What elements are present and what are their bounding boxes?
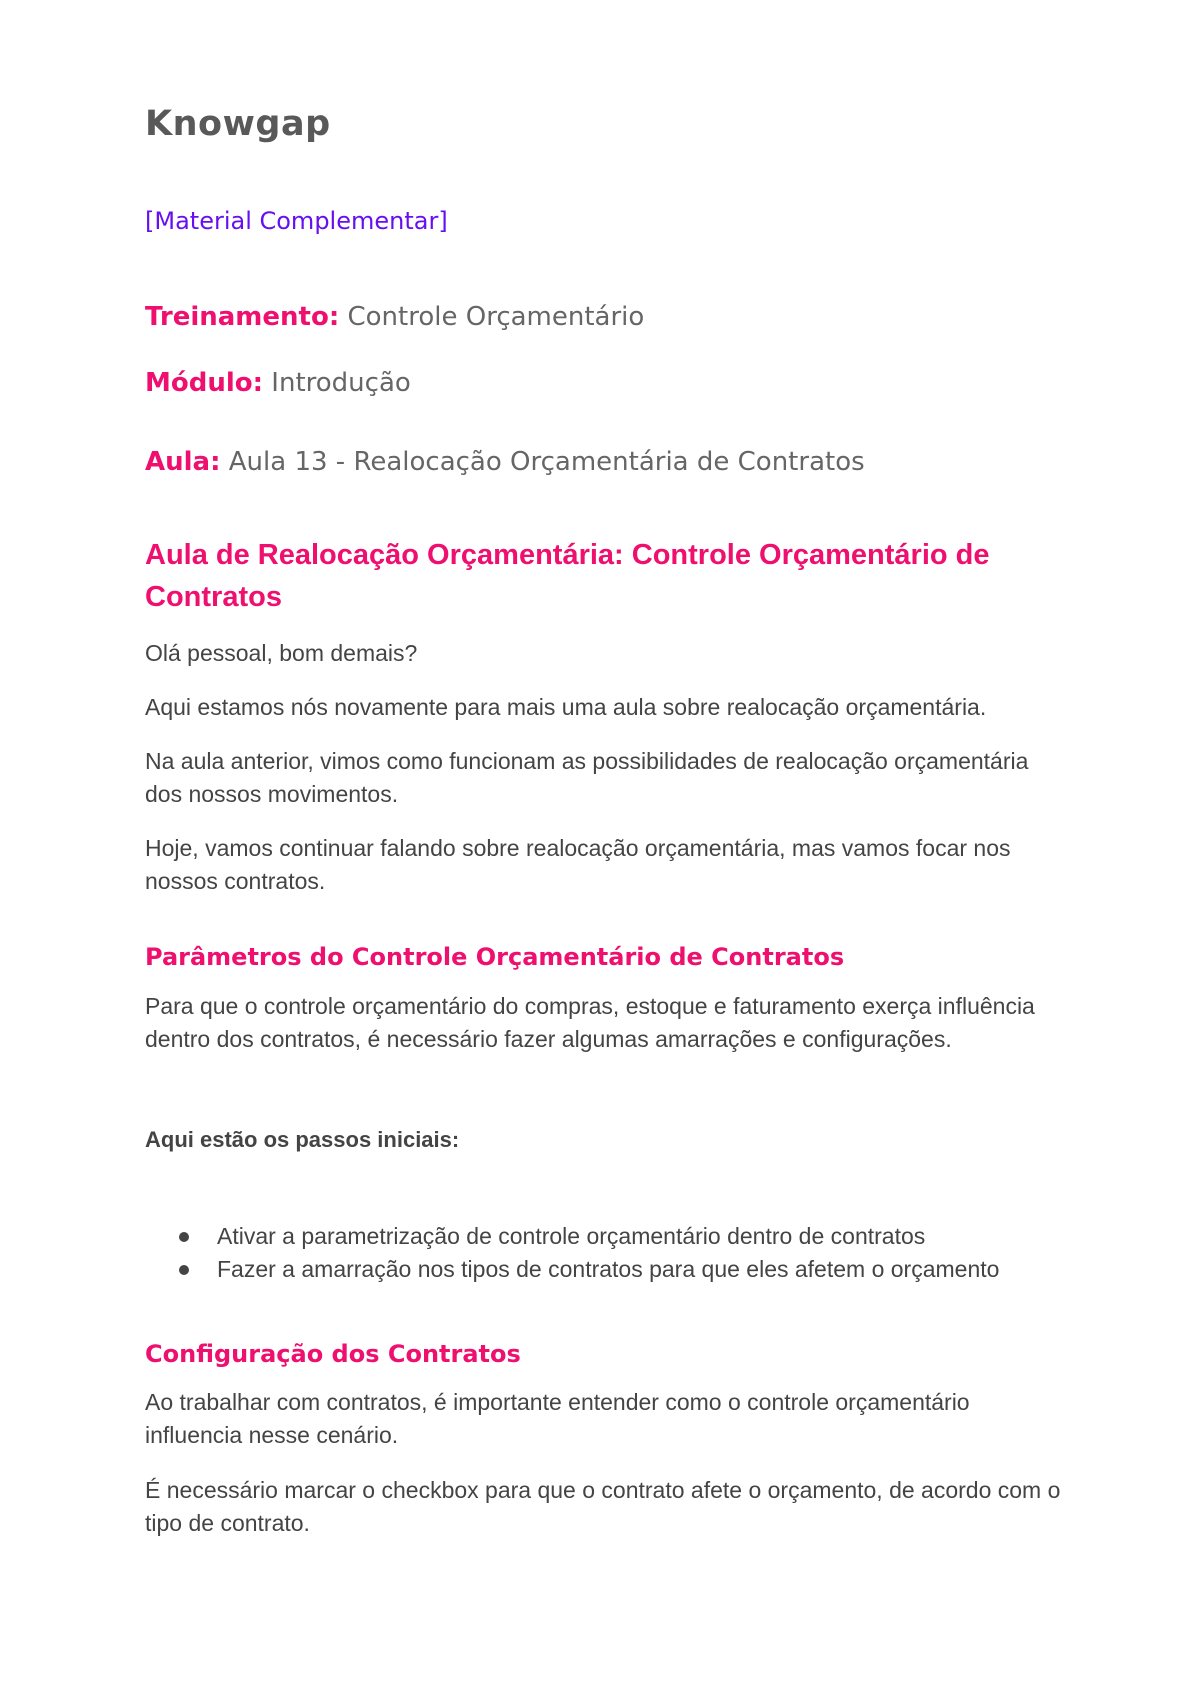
intro-paragraph: Olá pessoal, bom demais?: [145, 640, 418, 666]
intro-paragraph: Hoje, vamos continuar falando sobre realocação orçamentária, mas vamos focar nos nossos contratos.: [145, 835, 1011, 894]
meta-training-label: Treinamento:: [145, 302, 340, 332]
meta-module: [145, 368, 411, 398]
section-heading-configuracao: Configuração dos Contratos: [145, 1340, 521, 1368]
meta-module-value: Introdução: [263, 368, 411, 398]
meta-training-value: Controle Orçamentário: [339, 302, 645, 332]
steps-list: [177, 1220, 1077, 1286]
intro-paragraph: Na aula anterior, vimos como funcionam as possibilidades de realocação orçamentária dos nossos movimentos.: [145, 748, 1029, 807]
meta-lesson: [145, 447, 865, 477]
brand-title: Knowgap: [145, 104, 331, 144]
section-heading-parametros: Parâmetros do Controle Orçamentário de Contratos: [145, 943, 845, 971]
list-item: [177, 1220, 1077, 1253]
meta-training: [145, 302, 644, 332]
list-item-text: Fazer a amarração nos tipos de contratos para que eles afetem o orçamento: [217, 1256, 1000, 1282]
meta-lesson-value: Aula 13 - Realocação Orçamentária de Contratos: [220, 447, 865, 477]
list-item-text: Ativar a parametrização de controle orçamentário dentro de contratos: [217, 1223, 926, 1249]
intro-paragraph: Aqui estamos nós novamente para mais uma aula sobre realocação orçamentária.: [145, 694, 987, 720]
meta-module-label: Módulo:: [145, 368, 264, 398]
meta-lesson-label: Aula:: [145, 447, 221, 477]
section-paragraph: Para que o controle orçamentário do compras, estoque e faturamento exerça influência dentro dos contratos, é necessário fazer algumas amarrações e configurações.: [145, 993, 1035, 1052]
material-tag: [Material Complementar]: [145, 207, 448, 235]
list-item: [177, 1253, 1077, 1286]
steps-label: Aqui estão os passos iniciais:: [145, 1127, 460, 1152]
section-paragraph: Ao trabalhar com contratos, é importante entender como o controle orçamentário influencia nesse cenário.: [145, 1389, 970, 1448]
bullet-icon: [179, 1265, 189, 1275]
lesson-title: Aula de Realocação Orçamentária: Controle Orçamentário de Contratos: [145, 539, 990, 613]
bullet-icon: [179, 1232, 189, 1242]
section-paragraph: É necessário marcar o checkbox para que o contrato afete o orçamento, de acordo com o tipo de contrato.: [145, 1477, 1061, 1536]
